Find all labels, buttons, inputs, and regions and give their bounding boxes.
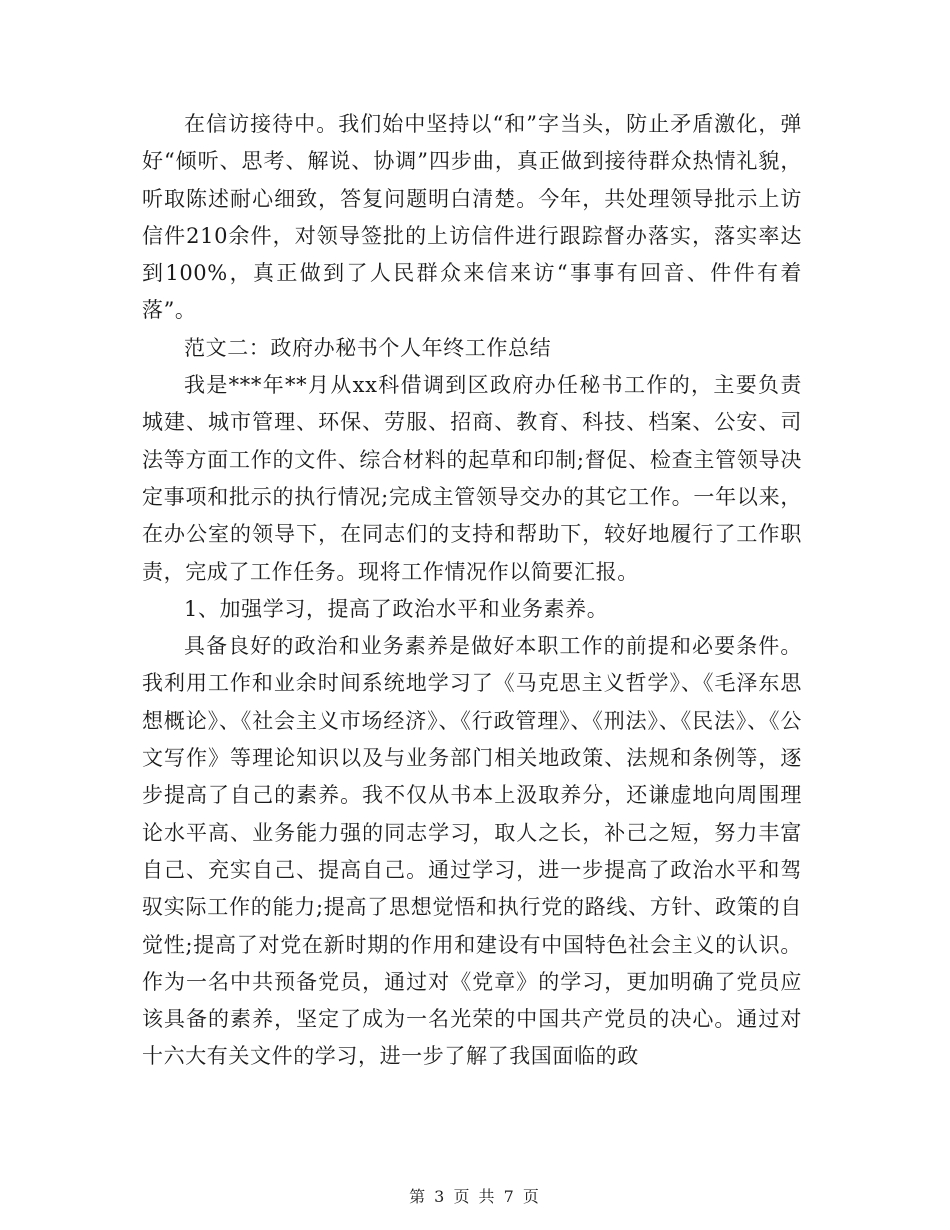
document-body <box>142 106 802 1076</box>
page-number-footer: 第 3 页 共 7 页 <box>409 1187 541 1206</box>
subheading-strengthen-study: 1、加强学习，提高了政治水平和业务素养。 <box>184 596 609 621</box>
paragraph-petition-reception: 在信访接待中。我们始中坚持以“和”字当头，防止矛盾激化，弹好“倾听、思考、解说、协调”四步曲，真正做到接待群众热情礼貌，听取陈述耐心细致，答复问题明白清楚。今年，共处理领导批示上访信件210余件，对领导签批的上访信件进行跟踪督办落实，落实率达到100%，真正做到了人民群众来信来访“事事有回音、件件有着落”。 <box>142 112 802 323</box>
paragraph-introduction: 我是***年**月从xx科借调到区政府办任秘书工作的，主要负责城建、城市管理、环保、劳服、招商、教育、科技、档案、公安、司法等方面工作的文件、综合材料的起草和印制;督促、检查主管领导决定事项和批示的执行情况;完成主管领导交办的其它工作。一年以来，在办公室的领导下，在同志们的支持和帮助下，较好地履行了工作职责，完成了工作任务。现将工作情况作以简要汇报。 <box>142 373 802 584</box>
paragraph-study-details: 具备良好的政治和业务素养是做好本职工作的前提和必要条件。我利用工作和业余时间系统地学习了《马克思主义哲学》、《毛泽东思想概论》、《社会主义市场经济》、《行政管理》、《刑法》、《民法》、《公文写作》等理论知识以及与业务部门相关地政策、法规和条例等，逐步提高了自己的素养。我不仅从书本上汲取养分，还谦虚地向周围理论水平高、业务能力强的同志学习，取人之长，补己之短，努力丰富自己、充实自己、提高自己。通过学习，进一步提高了政治水平和驾驭实际工作的能力;提高了思想觉悟和执行党的路线、方针、政策的自觉性;提高了对党在新时期的作用和建设有中国特色社会主义的认识。作为一名中共预备党员，通过对《党章》的学习，更加明确了党员应该具备的素养，坚定了成为一名光荣的中国共产党员的决心。通过对十六大有关文件的学习，进一步了解了我国面临的政 <box>142 634 802 1069</box>
section-heading-sample-two: 范文二：政府办秘书个人年终工作总结 <box>184 335 552 360</box>
